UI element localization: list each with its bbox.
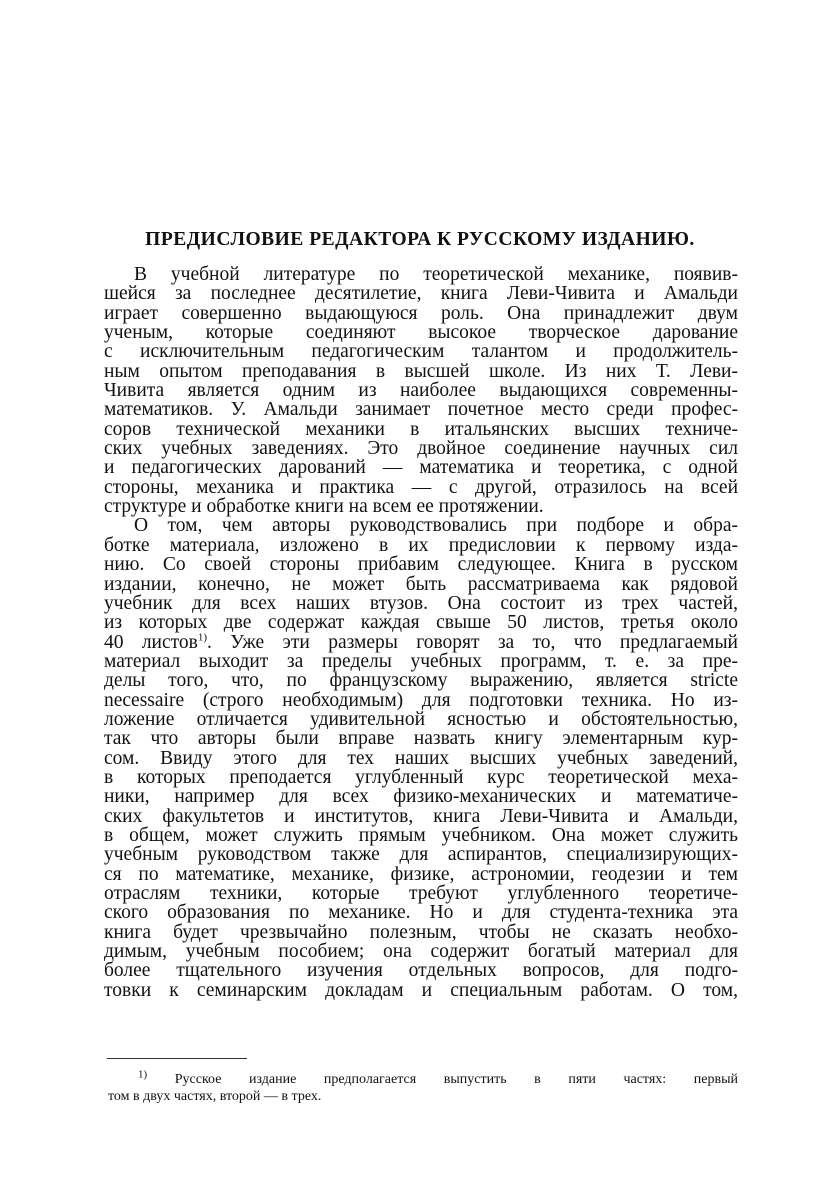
text-line: с исключительным педагогическим талантом и продолжитель- (104, 341, 738, 363)
text-line: из которых две содержат каждая свыше 50 листов, третья около (104, 612, 738, 634)
text-line: учебным руководством также для аспирантов, специализирующих- (104, 844, 738, 866)
text-line: книга будет чрезвычайно полезным, чтобы не сказать необхо- (104, 921, 738, 943)
text-line: материал выходит за пределы учебных программ, т. е. за пре- (104, 650, 738, 672)
text-fragment: . Уже эти размеры говорят за то, что предлагаемый (207, 631, 738, 653)
text-line: делы того, что, по французскому выражению, является stricte (104, 670, 738, 692)
text-line: О том, чем авторы руководствовались при подборе и обра- (134, 515, 738, 537)
text-line: сом. Ввиду этого для тех наших высших учебных заведений, (104, 747, 738, 769)
main-text (104, 265, 738, 1000)
text-line: отраслям техники, которые требуют углубленного теоретиче- (104, 883, 738, 904)
footnote-reference: 1) (197, 631, 208, 644)
text-line: так что авторы были вправе назвать книгу элементарным кур- (104, 728, 738, 750)
text-line: ских учебных заведениях. Это двойное соединение научных сил (104, 438, 738, 460)
text-line: ложение отличается удивительной ясностью и обстоятельностью, (104, 708, 738, 730)
text-line-with-footnote-ref (104, 633, 738, 652)
text-line: нию. Со своей стороны прибавим следующее. Книга в русском (104, 554, 738, 576)
footnote-line (108, 1068, 738, 1089)
text-line: В учебной литературе по теоретической механике, появив- (134, 264, 738, 285)
text-line: necessaire (строго необходимым) для подготовки техника. Но из- (104, 689, 738, 711)
text-line: структуре и обработке книги на всем ее протяжении. (104, 496, 544, 518)
text-line: ских факультетов и институтов, книга Леви-Чивита и Амальди, (104, 805, 738, 827)
text-line: играет совершенно выдающуюся роль. Она принадлежит двум (104, 302, 738, 324)
text-line: шейся за последнее десятилетие, книга Леви-Чивита и Амальди (104, 283, 738, 305)
text-line: ботке материала, изложено в их предисловии к первому изда- (104, 534, 738, 556)
text-line: ученым, которые соединяют высокое творческое дарование (104, 322, 738, 344)
text-line: димым, учебным пособием; она содержит богатый материал для (104, 941, 738, 963)
text-line: соров технической механики в итальянских высших техниче- (104, 418, 738, 440)
text-line: стороны, механика и практика — с другой, отразилось на всей (104, 476, 738, 498)
text-line: учебник для всех наших втузов. Она состоит из трех частей, (104, 592, 738, 614)
text-line: математиков. У. Амальди занимает почетное место среди профес- (104, 399, 738, 421)
text-line: более тщательного изучения отдельных вопросов, для подго- (104, 960, 738, 982)
text-line: ся по математике, механике, физике, астрономии, геодезии и тем (104, 863, 738, 885)
text-line: и педагогических дарований — математика и теоретика, с одной (104, 457, 738, 479)
text-fragment: 40 листов (104, 631, 198, 653)
text-line: ники, например для всех физико-механических и математиче- (104, 786, 738, 808)
footnote-marker: 1) (138, 1068, 148, 1081)
footnote-line: том в двух частях, второй — в трех. (108, 1088, 322, 1104)
text-line: в общем, может служить прямым учебником. Она может служить (104, 824, 738, 846)
text-line: ского образования по механике. Но и для студента-техника эта (104, 902, 738, 924)
paragraph-2 (104, 516, 738, 1000)
page-title: ПРЕДИСЛОВИЕ РЕДАКТОРА К РУССКОМУ ИЗДАНИЮ. (145, 229, 695, 250)
text-line: Чивита является одним из наиболее выдающихся современны- (104, 380, 738, 402)
text-line: в которых преподается углубленный курс теоретической меха- (104, 766, 738, 788)
footnote-text: Русское издание предполагается выпустить в пяти частях: первый (147, 1072, 738, 1087)
text-line: товки к семинарским докладам и специальным работам. О том, (104, 979, 738, 1001)
footnote (108, 1068, 738, 1105)
text-line: ным опытом преподавания в высшей школе. Из них Т. Леви- (104, 360, 738, 382)
text-line: издании, конечно, не может быть рассматриваема как рядовой (104, 573, 738, 595)
footnote-divider (107, 1058, 247, 1059)
paragraph-1 (104, 265, 738, 516)
